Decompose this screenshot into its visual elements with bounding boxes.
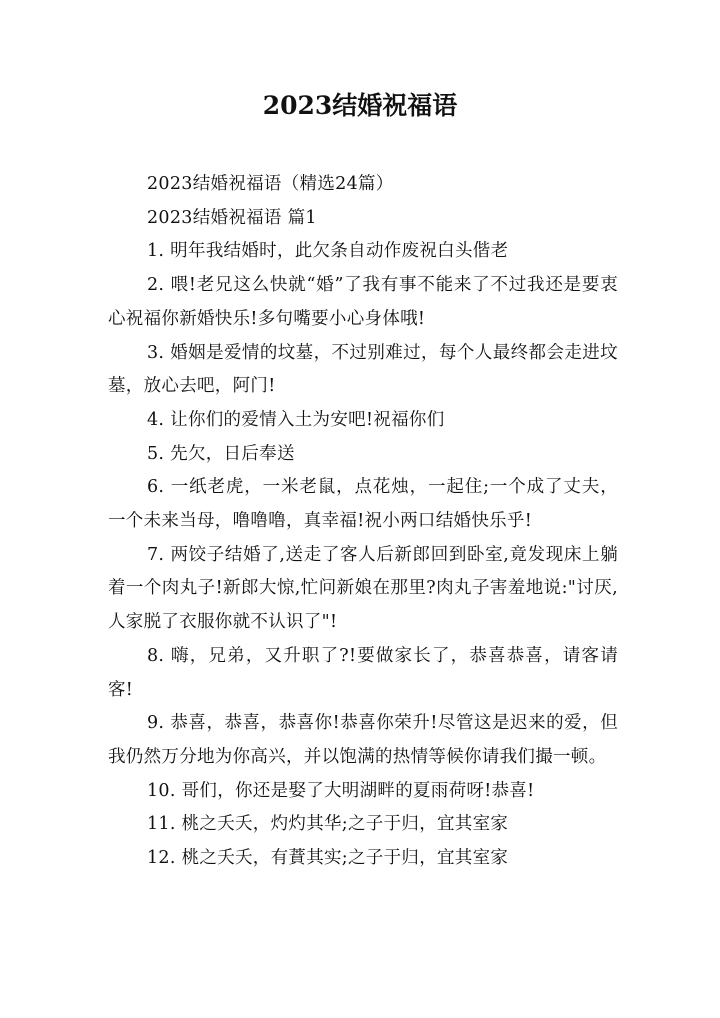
blessing-item-7: 7. 两饺子结婚了,送走了客人后新郎回到卧室,竟发现床上躺着一个肉丸子!新郎大惊,忙问新娘在那里?肉丸子害羞地说:"讨厌,人家脱了衣服你就不认识了"! xyxy=(108,544,618,633)
blessing-item-1: 1. 明年我结婚时，此欠条自动作废祝白头偕老 xyxy=(147,241,509,262)
blessing-item-10: 10. 哥们，你还是娶了大明湖畔的夏雨荷呀!恭喜! xyxy=(147,780,535,801)
blessing-item-6: 6. 一纸老虎，一米老鼠，点花烛，一起住;一个成了丈夫，一个未来当母，噜噜噜，真幸福!祝小两口结婚快乐乎! xyxy=(108,477,618,532)
blessing-item-8: 8. 嗨，兄弟，又升职了?!要做家长了，恭喜恭喜，请客请客! xyxy=(108,645,618,700)
document-body xyxy=(108,168,618,876)
blessing-item-12: 12. 桃之夭夭，有蕡其实;之子于归，宜其室家 xyxy=(147,848,509,869)
blessing-item-4: 4. 让你们的爱情入土为安吧!祝福你们 xyxy=(147,409,445,430)
subtitle-paragraph: 2023结婚祝福语（精选24篇） xyxy=(147,174,394,194)
section-heading: 2023结婚祝福语 篇1 xyxy=(147,207,317,228)
blessing-item-2: 2. 喂!老兄这么快就“婚”了我有事不能来了不过我还是要衷心祝福你新婚快乐!多句嘴要小心身体哦! xyxy=(108,275,618,329)
blessing-item-5: 5. 先欠，日后奉送 xyxy=(147,443,295,464)
page-title: 2023结婚祝福语 xyxy=(262,91,458,120)
blessing-item-3: 3. 婚姻是爱情的坟墓，不过别难过，每个人最终都会走进坟墓，放心去吧，阿门! xyxy=(108,342,618,397)
blessing-item-9: 9. 恭喜，恭喜，恭喜你!恭喜你荣升!尽管这是迟来的爱，但我仍然万分地为你高兴，并以饱满的热情等候你请我们撮一顿。 xyxy=(108,713,618,767)
blessing-item-11: 11. 桃之夭夭，灼灼其华;之子于归，宜其室家 xyxy=(147,814,509,835)
